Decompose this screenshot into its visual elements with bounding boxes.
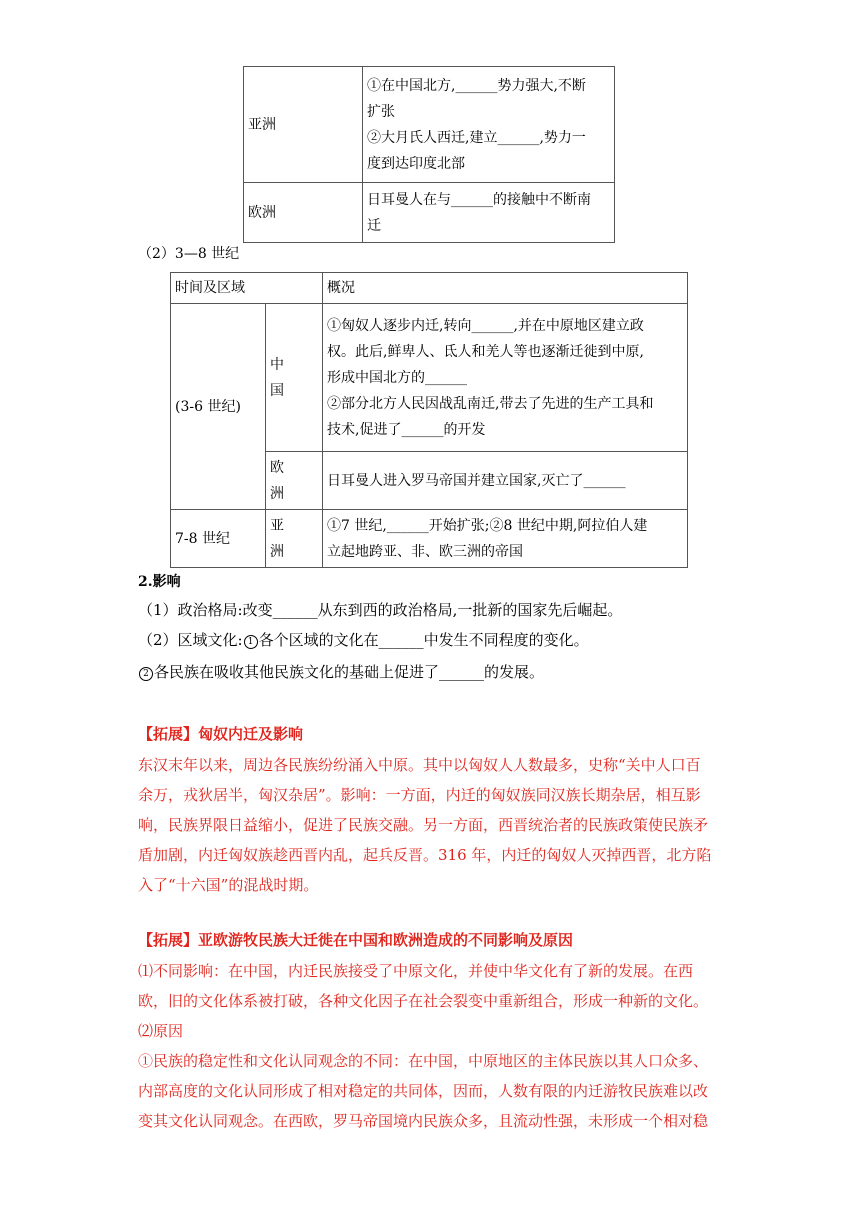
- content-cell: 日耳曼人进入罗马帝国并建立国家,灭亡了______: [323, 452, 688, 510]
- header-cell: 概况: [323, 273, 688, 304]
- period-cell: 7-8 世纪: [171, 510, 266, 568]
- table-row: [244, 67, 615, 183]
- circled-number-1: 1: [244, 635, 258, 649]
- region-cell: 欧洲: [244, 183, 363, 243]
- extension-heading: 【拓展】亚欧游牧民族大迁徙在中国和欧洲造成的不同影响及原因: [138, 931, 574, 949]
- region-cell: 亚洲: [244, 67, 363, 183]
- migration-table-early: [243, 66, 615, 243]
- impact-line-2: [138, 630, 589, 650]
- table-row: [171, 510, 688, 568]
- circled-number-2: 2: [139, 667, 153, 681]
- impact-line-2-text: 各个区域的文化在______中发生不同程度的变化。: [258, 631, 589, 649]
- content-cell: ①7 世纪,______开始扩张;②8 世纪中期,阿拉伯人建 立起地跨亚、非、欧三洲的帝国: [323, 510, 688, 568]
- impact-line-3: [138, 662, 544, 682]
- table-row: [171, 304, 688, 452]
- region-cell: 中 国: [266, 304, 323, 452]
- impact-line-2-prefix: （2）区域文化:: [138, 631, 243, 649]
- header-cell: 时间及区域: [171, 273, 323, 304]
- table-header-row: [171, 273, 688, 304]
- impact-line-1: （1）政治格局:改变______从东到西的政治格局,一批新的国家先后崛起。: [138, 601, 623, 619]
- region-cell: 欧 洲: [266, 452, 323, 510]
- table-row: [244, 183, 615, 243]
- extension-body: 东汉末年以来，周边各民族纷纷涌入中原。其中以匈奴人人数最多，史称“关中人口百 余万，戎狄居半，匈汉杂居”。影响：一方面，内迁的匈奴族同汉族长期杂居，相互影 响，民族界限日益缩小，促进了民族交融。另一方面，西晋统治者的民族政策使民族矛 盾加剧，内迁匈奴族趁西晋内乱，起兵反晋。316 年，内迁的匈奴人灭掉西晋，北方陷 入了“十六国”的混战时期。: [138, 756, 712, 894]
- impact-heading: 2.影响: [138, 574, 181, 590]
- extension-body: ⑴不同影响：在中国，内迁民族接受了中原文化，并使中华文化有了新的发展。在西 欧，旧的文化体系被打破，各种文化因子在社会裂变中重新组合，形成一种新的文化。 ⑵原因 ①民族的稳定性和文化认同观念的不同：在中国，中原地区的主体民族以其人口众多、 内部高度的文化认同形成了相对稳定的共同体，因而，人数有限的内迁游牧民族难以改 变其文化认同观念。在西欧，罗马帝国境内民族众多，且流动性强，未形成一个相对稳: [138, 962, 709, 1130]
- content-cell: ①匈奴人逐步内迁,转向______,并在中原地区建立政 权。此后,鲜卑人、氐人和羌人等也逐渐迁徙到中原, 形成中国北方的______ ②部分北方人民因战乱南迁,带去了先进的生产工具和 技术,促进了______的开发: [323, 304, 688, 452]
- content-cell: 日耳曼人在与______的接触中不断南 迁: [363, 183, 615, 243]
- section-heading: （2）3—8 世纪: [138, 246, 240, 262]
- region-cell: 亚 洲: [266, 510, 323, 568]
- migration-table-3-8-century: [170, 272, 688, 568]
- impact-line-3-text: 各民族在吸收其他民族文化的基础上促进了______的发展。: [154, 663, 545, 681]
- content-cell: ①在中国北方,______势力强大,不断 扩张 ②大月氏人西迁,建立______,势力一 度到达印度北部: [363, 67, 615, 183]
- extension-heading: 【拓展】匈奴内迁及影响: [138, 725, 304, 743]
- period-cell: (3-6 世纪): [171, 304, 266, 510]
